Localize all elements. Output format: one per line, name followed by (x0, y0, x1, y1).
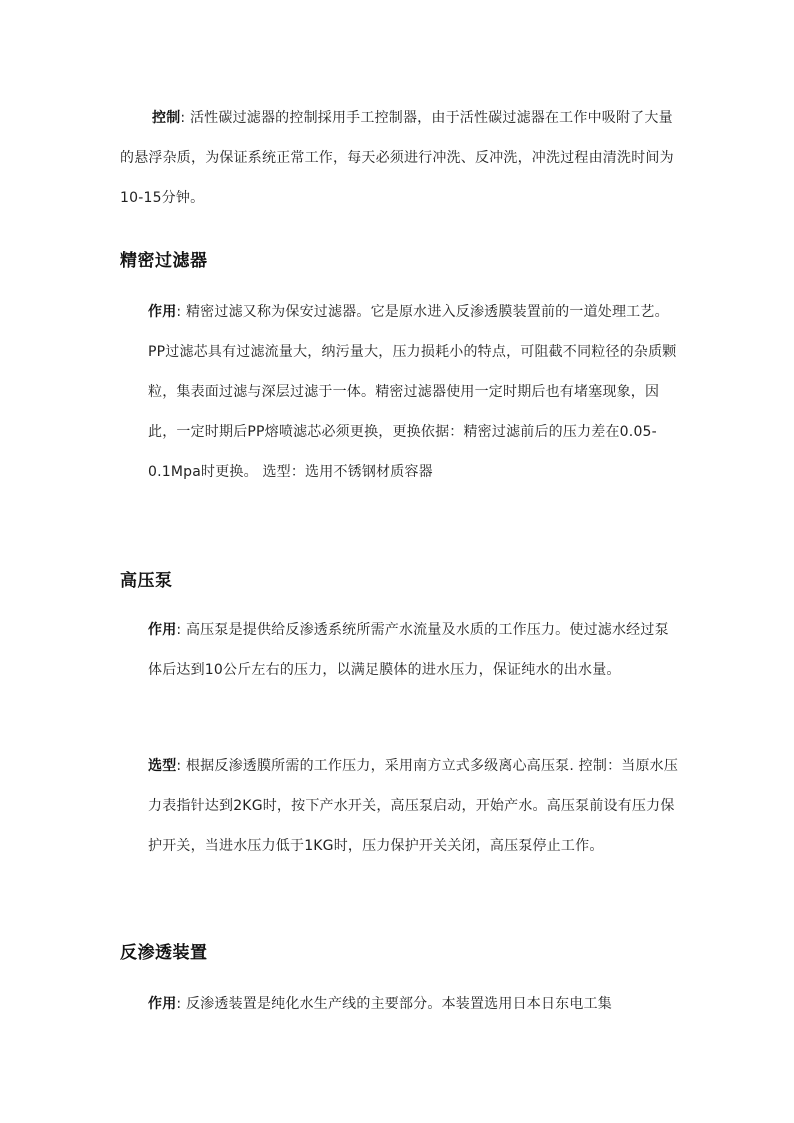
pump-function-label: 作用 (148, 622, 177, 638)
pump-selection-paragraph (148, 746, 680, 866)
precision-filter-label: 作用 (148, 304, 177, 320)
ro-device-label: 作用 (148, 996, 177, 1012)
pump-selection-label: 选型 (148, 758, 177, 774)
pump-function-paragraph (148, 610, 680, 690)
pump-selection-text: : 根据反渗透膜所需的工作压力，采用南方立式多级离心高压泵. 控制：当原水压力表指针达到2KG时，按下产水开关，高压泵启动，开始产水。高压泵前设有压力保护开关，当进水压力低于1KG时，压力保护开关关闭，高压泵停止工作。 (148, 758, 679, 854)
ro-device-paragraph (148, 984, 680, 1024)
ro-device-text: : 反渗透装置是纯化水生产线的主要部分。本装置选用日本日东电工集 (176, 996, 612, 1012)
control-text: : 活性碳过滤器的控制採用手工控制器，由于活性碳过滤器在工作中吸附了大量的悬浮杂质，为保证系统正常工作，每天必须进行冲洗、反冲洗，冲洗过程由清洗时间为10-15分钟。 (120, 110, 674, 206)
precision-filter-text: : 精密过滤又称为保安过滤器。它是原水进入反渗透膜装置前的一道处理工艺。PP过滤芯具有过滤流量大，纳污量大，压力损耗小的特点，可阻截不同粒径的杂质颗粒，集表面过滤与深层过滤于一体。精密过滤器使用一定时期后也有堵塞现象，因此，一定时期后PP熔喷滤芯必须更换，更换依据：精密过滤前后的压力差在0.05-0.1Mpa时更换。 选型：选用不锈钢材质容器 (148, 304, 677, 480)
control-label: 控制 (152, 110, 181, 126)
heading-high-pressure-pump: 高压泵 (120, 571, 173, 591)
heading-precision-filter: 精密过滤器 (120, 251, 208, 271)
pump-function-text: : 高压泵是提供给反渗透系统所需产水流量及水质的工作压力。使过滤水经过泵体后达到10公斤左右的压力，以满足膜体的进水压力，保证纯水的出水量。 (148, 622, 669, 678)
control-paragraph (120, 98, 680, 218)
heading-ro-device: 反渗透装置 (120, 943, 208, 963)
precision-filter-paragraph (148, 292, 680, 492)
